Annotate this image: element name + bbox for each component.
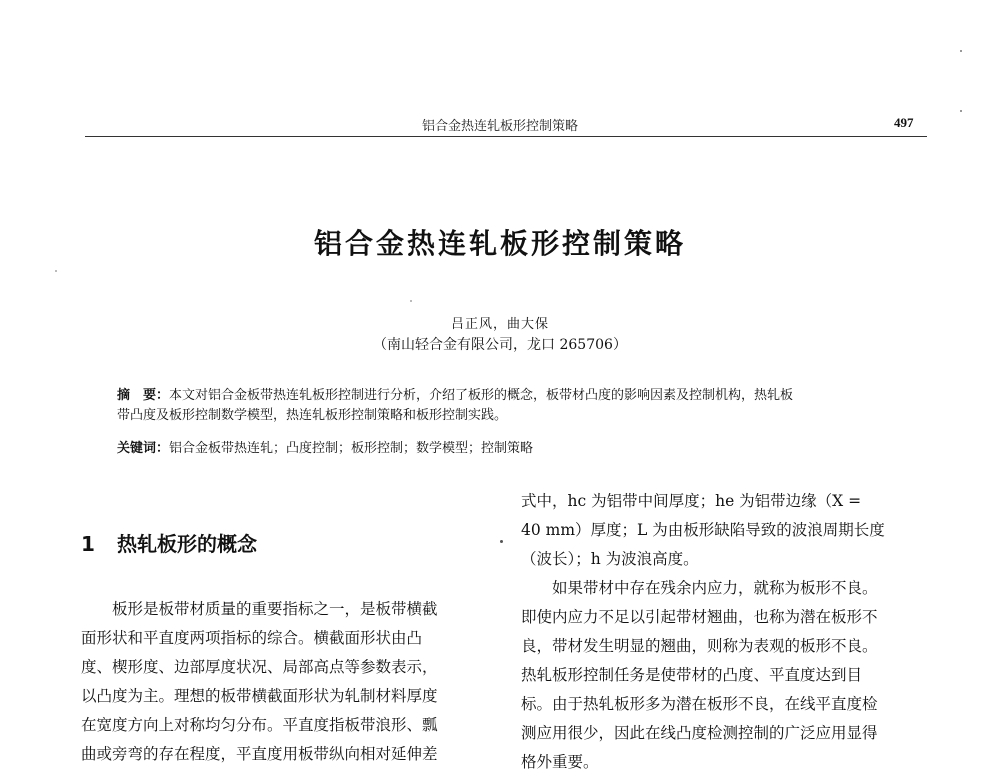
paragraph-line: 格外重要。 (521, 753, 599, 771)
paragraph-line: 即使内应力不足以引起带材翘曲，也称为潜在板形不 (521, 608, 878, 626)
scan-speck (960, 110, 962, 112)
paragraph-line: 标。由于热轧板形多为潜在板形不良，在线平直度检 (521, 695, 878, 713)
section-heading (81, 528, 257, 557)
paragraph-line: 度、楔形度、边部厚度状况、局部高点等参数表示， (81, 658, 438, 676)
keywords (117, 437, 917, 456)
paragraph-line: 热轧板形控制任务是使带材的凸度、平直度达到目 (521, 666, 863, 684)
abstract-label: 摘 要： (117, 388, 170, 403)
abstract-line-1 (117, 386, 917, 406)
header-rule (85, 136, 927, 137)
paragraph-line: 式中，hc 为铝带中间厚度；he 为铝带边缘（X = (521, 492, 862, 510)
keywords-text: 铝合金板带热连轧；凸度控制；板形控制；数学模型；控制策略 (169, 441, 534, 456)
paragraph-line: 在宽度方向上对称均匀分布。平直度指板带浪形、瓢 (81, 716, 438, 734)
abstract (117, 386, 917, 426)
line-text: 板形是板带材质量的重要指标之一，是板带横截 (112, 600, 438, 618)
paragraph-line: 以凸度为主。理想的板带横截面形状为轧制材料厚度 (81, 687, 438, 705)
left-column (81, 595, 491, 769)
paragraph-line: 面形状和平直度两项指标的综合。横截面形状由凸 (81, 629, 423, 647)
right-column (521, 487, 929, 777)
line-text: 如果带材中存在残余内应力，就称为板形不良。 (552, 579, 878, 597)
page-number: 497 (894, 115, 914, 130)
section-number: 1 (81, 532, 95, 556)
scan-speck (960, 50, 962, 52)
running-header-title: 铝合金热连轧板形控制策略 (421, 119, 578, 134)
scan-speck (500, 540, 503, 543)
section-title: 热轧板形的概念 (117, 532, 257, 556)
paragraph-line: 测应用很少，因此在线凸度检测控制的广泛应用显得 (521, 724, 878, 742)
affiliation: （南山轻合金有限公司，龙口 265706） (373, 337, 627, 353)
scan-speck (410, 300, 412, 302)
scan-speck (55, 270, 57, 272)
paragraph-line: 40 mm）厚度；L 为由板形缺陷导致的波浪周期长度 (521, 521, 885, 539)
paragraph-line (81, 595, 491, 624)
paper-title: 铝合金热连轧板形控制策略 (313, 227, 686, 260)
paragraph-line: （波长）；h 为波浪高度。 (521, 550, 699, 568)
abstract-text-2: 带凸度及板形控制数学模型，热连轧板形控制策略和板形控制实践。 (117, 408, 508, 423)
paragraph-line: 曲或旁弯的存在程度，平直度用板带纵向相对延伸差 (81, 745, 438, 763)
paragraph-line: 良，带材发生明显的翘曲，则称为表观的板形不良。 (521, 637, 878, 655)
authors: 吕正风，曲大保 (450, 317, 549, 332)
paragraph-line (521, 574, 929, 603)
keywords-label: 关键词： (117, 441, 170, 456)
abstract-text-1: 本文对铝合金板带热连轧板形控制进行分析，介绍了板形的概念，板带材凸度的影响因素及控制机构，热轧板 (169, 388, 794, 403)
